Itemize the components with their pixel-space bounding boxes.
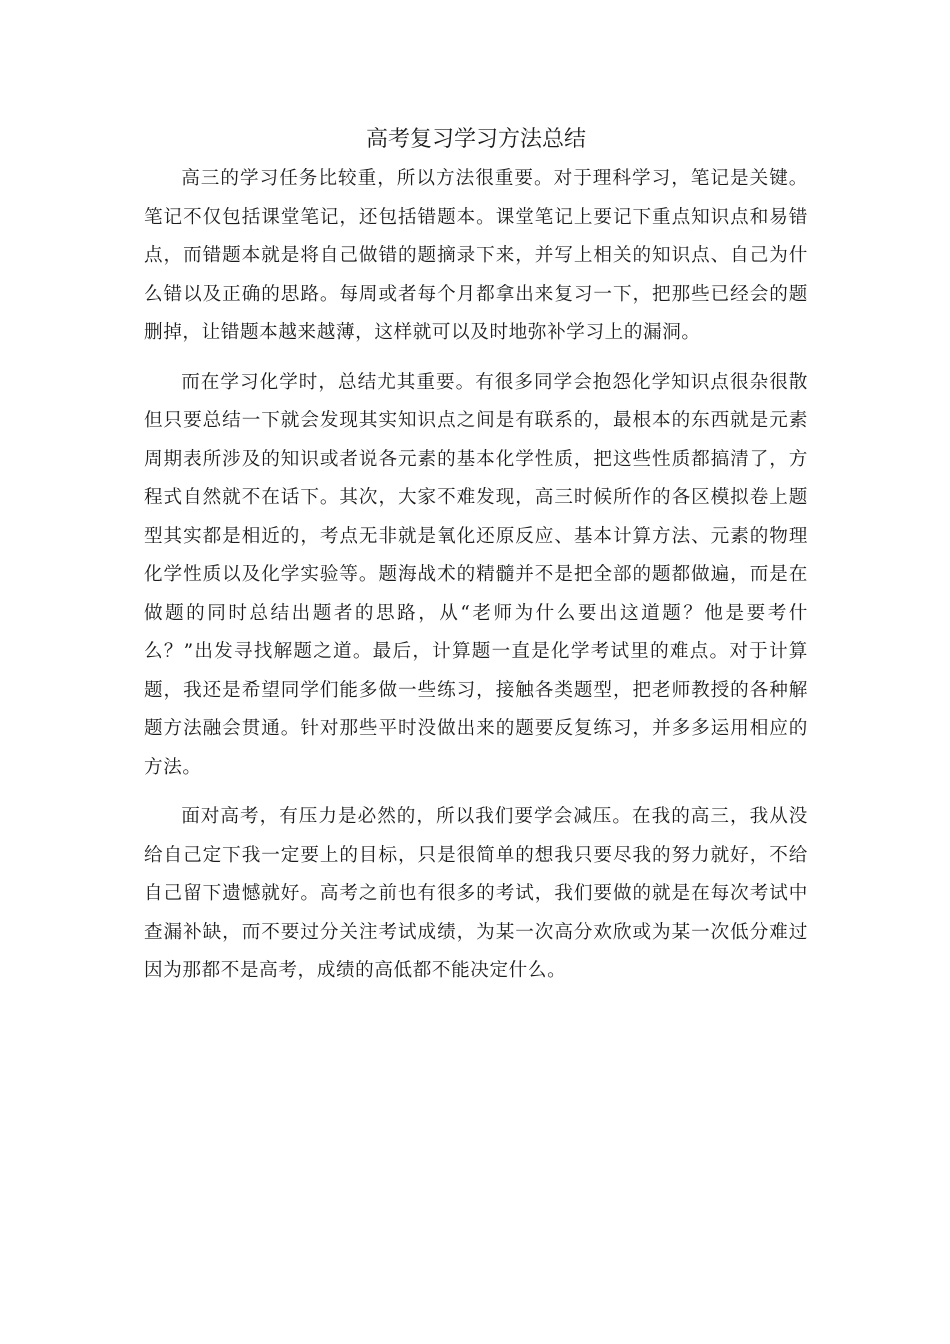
paragraph-notes: 高三的学习任务比较重，所以方法很重要。对于理科学习，笔记是关键。笔记不仅包括课堂笔记，还包括错题本。课堂笔记上要记下重点知识点和易错点，而错题本就是将自己做错的题摘录下来，并写上相关的知识点、自己为什么错以及正确的思路。每周或者每个月都拿出来复习一下，把那些已经会的题删掉，让错题本越来越薄，这样就可以及时地弥补学习上的漏洞。 — [144, 168, 808, 343]
paragraph-stress: 面对高考，有压力是必然的，所以我们要学会减压。在我的高三，我从没给自己定下我一定要上的目标，只是很简单的想我只要尽我的努力就好，不给自己留下遗憾就好。高考之前也有很多的考试，我们要做的就是在每次考试中查漏补缺，而不要过分关注考试成绩，为某一次高分欢欣或为某一次低分难过因为那都不是高考，成绩的高低都不能决定什么。 — [144, 806, 808, 981]
paragraph-chemistry: 而在学习化学时，总结尤其重要。有很多同学会抱怨化学知识点很杂很散但只要总结一下就会发现其实知识点之间是有联系的，最根本的东西就是元素周期表所涉及的知识或者说各元素的基本化学性质，把这些性质都搞清了，方程式自然就不在话下。其次，大家不难发现，高三时候所作的各区模拟卷上题型其实都是相近的，考点无非就是氧化还原反应、基本计算方法、元素的物理化学性质以及化学实验等。题海战术的精髓并不是把全部的题都做遍，而是在做题的同时总结出题者的思路，从“老师为什么要出这道题？他是要考什么？”出发寻找解题之道。最后，计算题一直是化学考试里的难点。对于计算题，我还是希望同学们能多做一些练习，接触各类题型，把老师教授的各种解题方法融会贯通。针对那些平时没做出来的题要反复练习，并多多运用相应的方法。 — [144, 371, 808, 778]
document-title: 高考复习学习方法总结 — [365, 127, 586, 152]
document-page — [144, 120, 808, 1002]
